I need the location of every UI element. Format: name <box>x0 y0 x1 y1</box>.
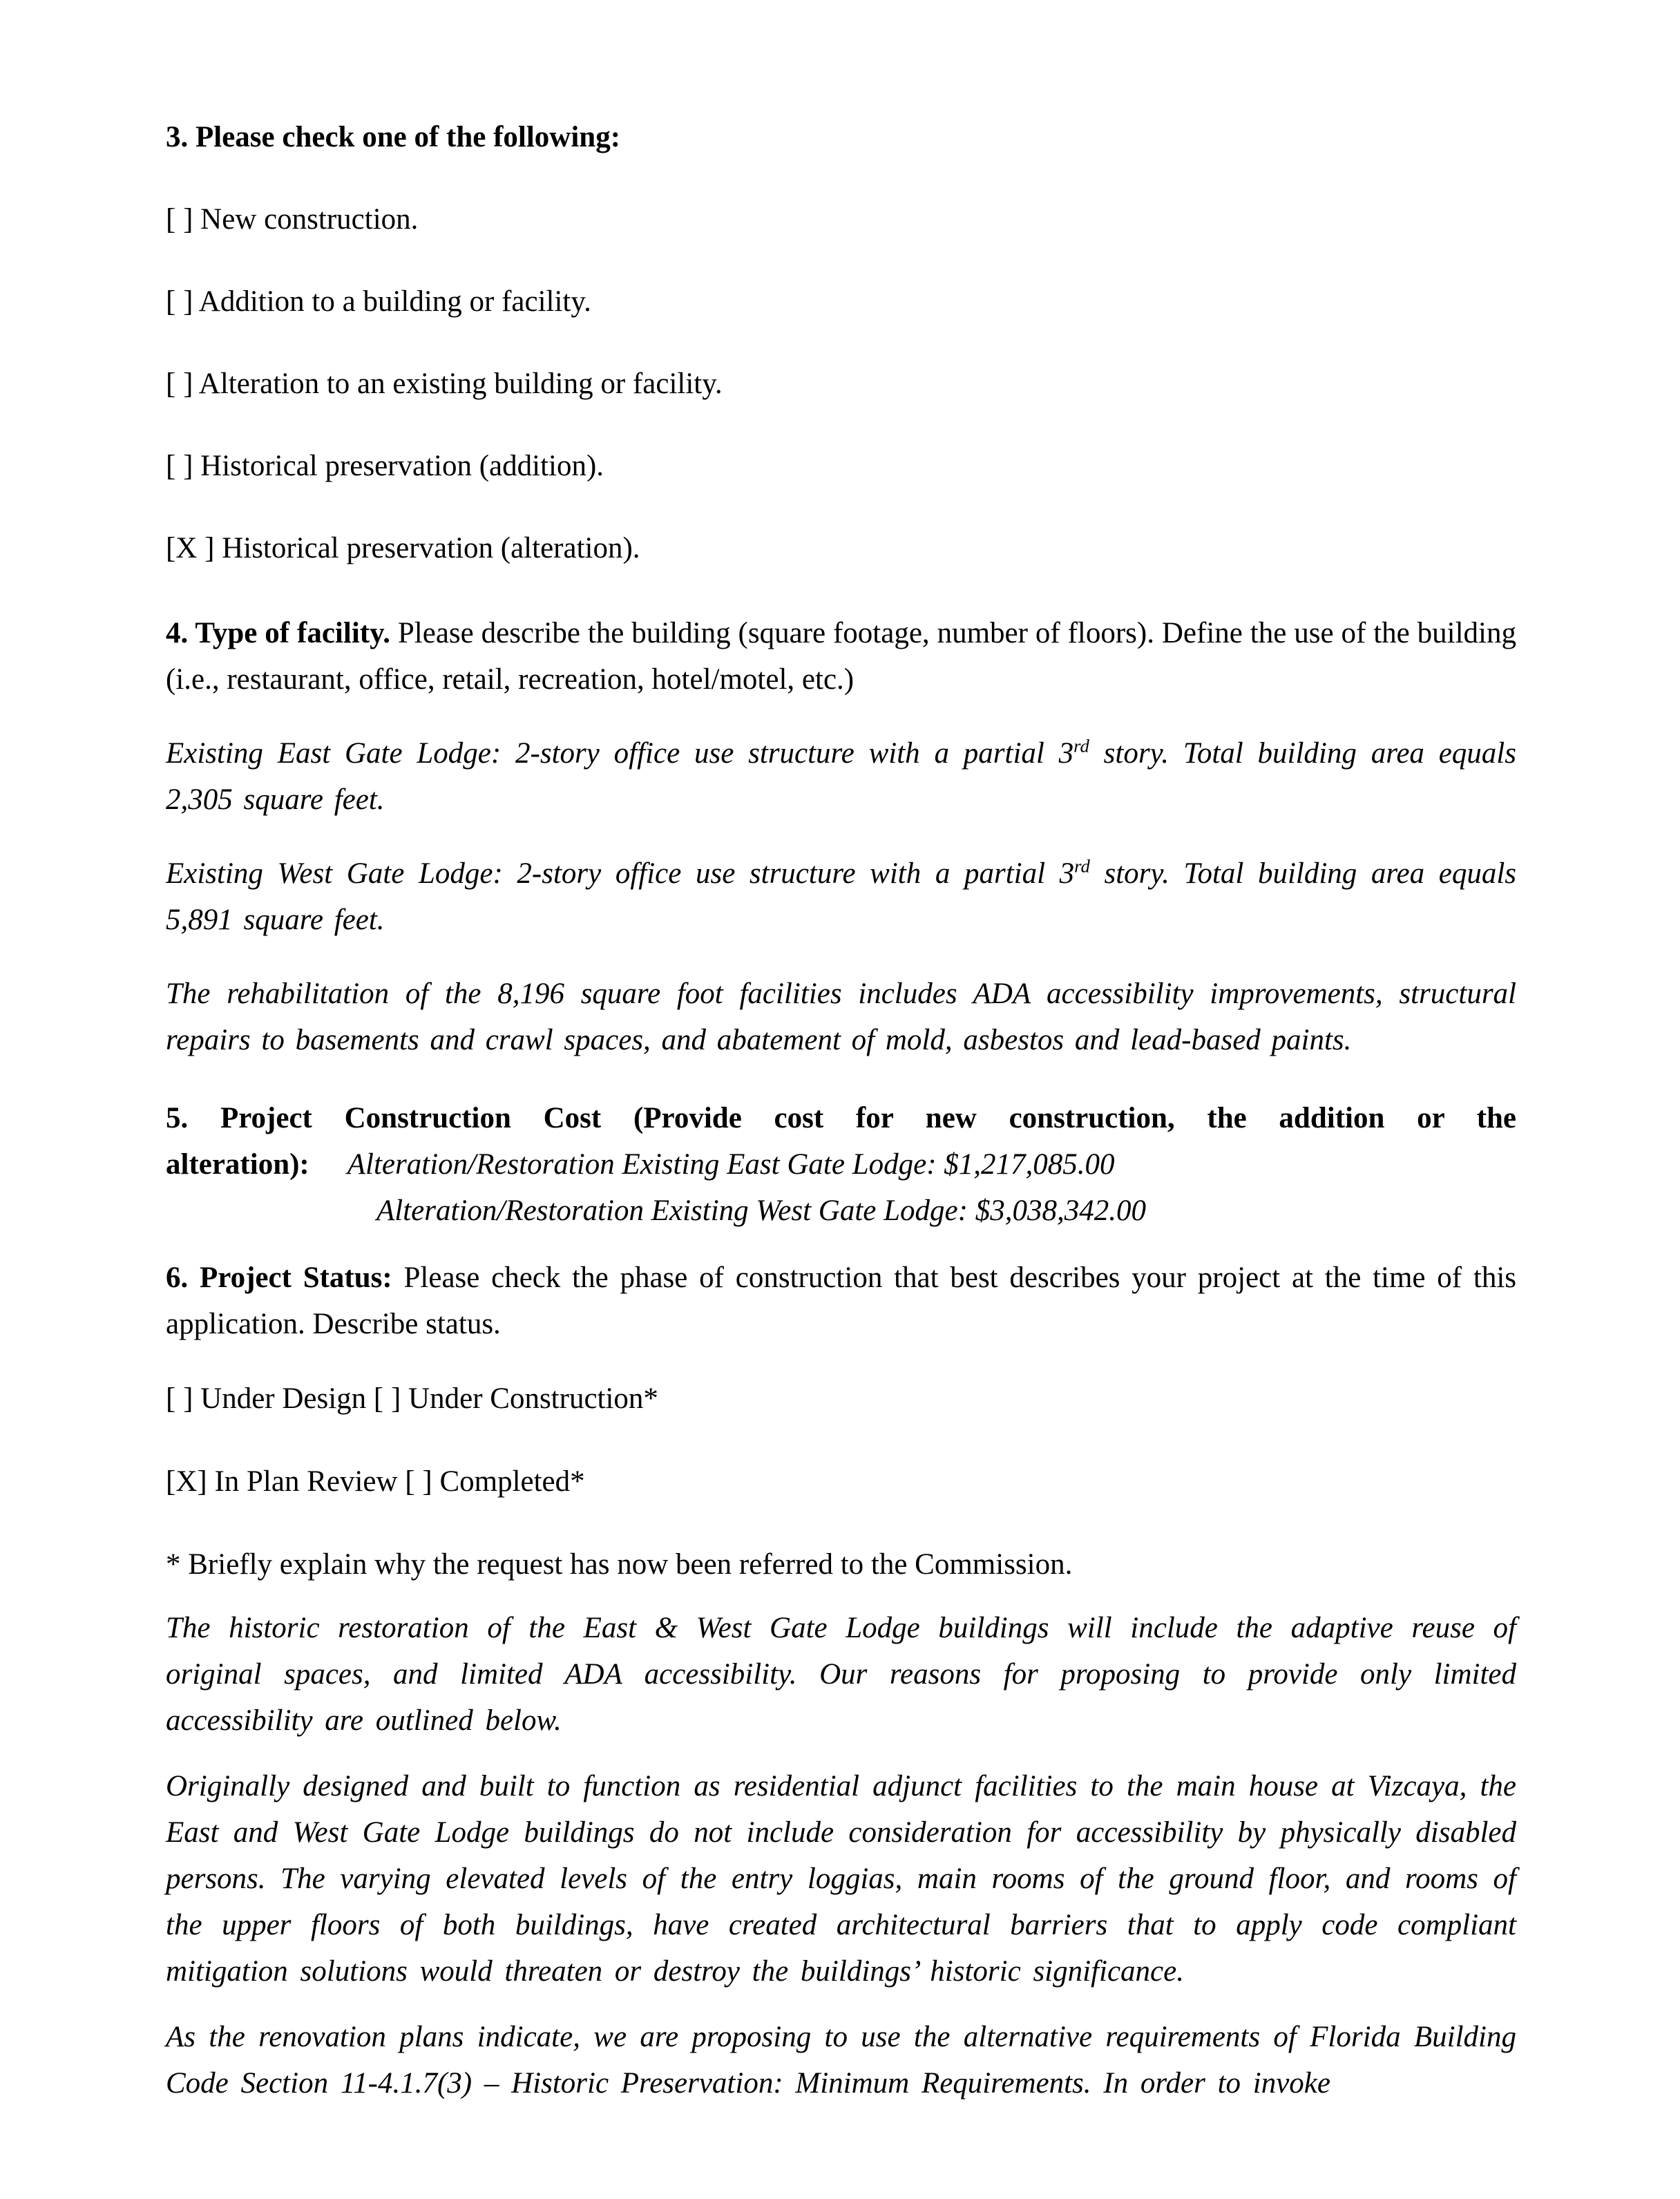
checkbox-option-addition: [ ] Addition to a building or facility. <box>166 285 591 318</box>
explanation-paragraph-2: Originally designed and built to function as residential adjunct facilities to the main house at Vizcaya, the East and West Gate Lodge buildings do not include consideration for accessibility by physically disabled persons. The varying elevated levels of the entry loggias, main rooms of the ground floor, and rooms of the upper floors of both buildings, have created architectural barriers that to apply code compliant mitigation solutions would threaten or destroy the buildings’ historic significance. <box>166 1770 1516 1988</box>
cost-west-gate: Alteration/Restoration Existing West Gate Lodge: $3,038,342.00 <box>376 1194 1146 1227</box>
superscript-ordinal: rd <box>1073 735 1089 756</box>
section6-intro: Please check the phase of construction that best describes your project at the time of this application. Describe status. <box>166 1262 1516 1340</box>
paragraph-rehabilitation: The rehabilitation of the 8,196 square foot facilities includes ADA accessibility improvements, structural repairs to basements and crawl spaces, and abatement of mold, asbestos and lead-based paints. <box>166 978 1516 1056</box>
section6-number-title: 6. Project Status: <box>166 1262 392 1294</box>
checkbox-option-alteration: [ ] Alteration to an existing building or facility. <box>166 368 723 400</box>
east-gate-text-end: story. Total building area equals 2,305 square feet. <box>166 737 1516 816</box>
section3-heading: 3. Please check one of the following: <box>166 121 621 153</box>
checkbox-option-historical-addition: [ ] Historical preservation (addition). <box>166 450 604 482</box>
section5-heading-line2 <box>166 1141 1516 1188</box>
east-gate-text: Existing East Gate Lodge: 2-story office use structure with a partial 3 <box>166 737 1074 770</box>
west-gate-text-end: story. Total building area equals 5,891 square feet. <box>166 857 1516 936</box>
explanation-paragraph-1: The historic restoration of the East & West Gate Lodge buildings will include the adaptive reuse of original spaces, and limited ADA accessibility. Our reasons for proposing to provide only limited accessibility are outlined below. <box>166 1612 1516 1737</box>
section5-alteration-label: alteration): <box>166 1148 309 1181</box>
section4-heading-paragraph <box>166 610 1516 703</box>
checkbox-option-new-construction: [ ] New construction. <box>166 203 419 236</box>
section6-paragraph <box>166 1255 1516 1347</box>
checkbox-option-historical-alteration: [X ] Historical preservation (alteration). <box>166 532 640 564</box>
section4-intro: Please describe the building (square footage, number of floors). Define the use of the building (i.e., restaurant, office, retail, recreation, hotel/motel, etc.) <box>166 617 1516 696</box>
paragraph-east-gate-lodge <box>166 730 1516 823</box>
paragraph-west-gate-lodge <box>166 850 1516 943</box>
west-gate-text: Existing West Gate Lodge: 2-story office use structure with a partial 3 <box>166 857 1075 890</box>
superscript-ordinal: rd <box>1074 855 1090 877</box>
cost-east-gate: Alteration/Restoration Existing East Gate Lodge: $1,217,085.00 <box>347 1148 1115 1181</box>
status-line-plan-review-completed: [X] In Plan Review [ ] Completed* <box>166 1465 585 1498</box>
footnote-asterisk: * Briefly explain why the request has now been referred to the Commission. <box>166 1548 1073 1581</box>
section4-number-title: 4. Type of facility. <box>166 617 390 649</box>
status-line-design-construction: [ ] Under Design [ ] Under Construction* <box>166 1382 658 1415</box>
explanation-paragraph-3: As the renovation plans indicate, we are proposing to use the alternative requirements of Florida Building Code Section 11-4.1.7(3) – Historic Preservation: Minimum Requirements. In order to invoke <box>166 2021 1516 2100</box>
section5-heading-line1: 5. Project Construction Cost (Provide cost for new construction, the addition or the <box>166 1102 1516 1134</box>
